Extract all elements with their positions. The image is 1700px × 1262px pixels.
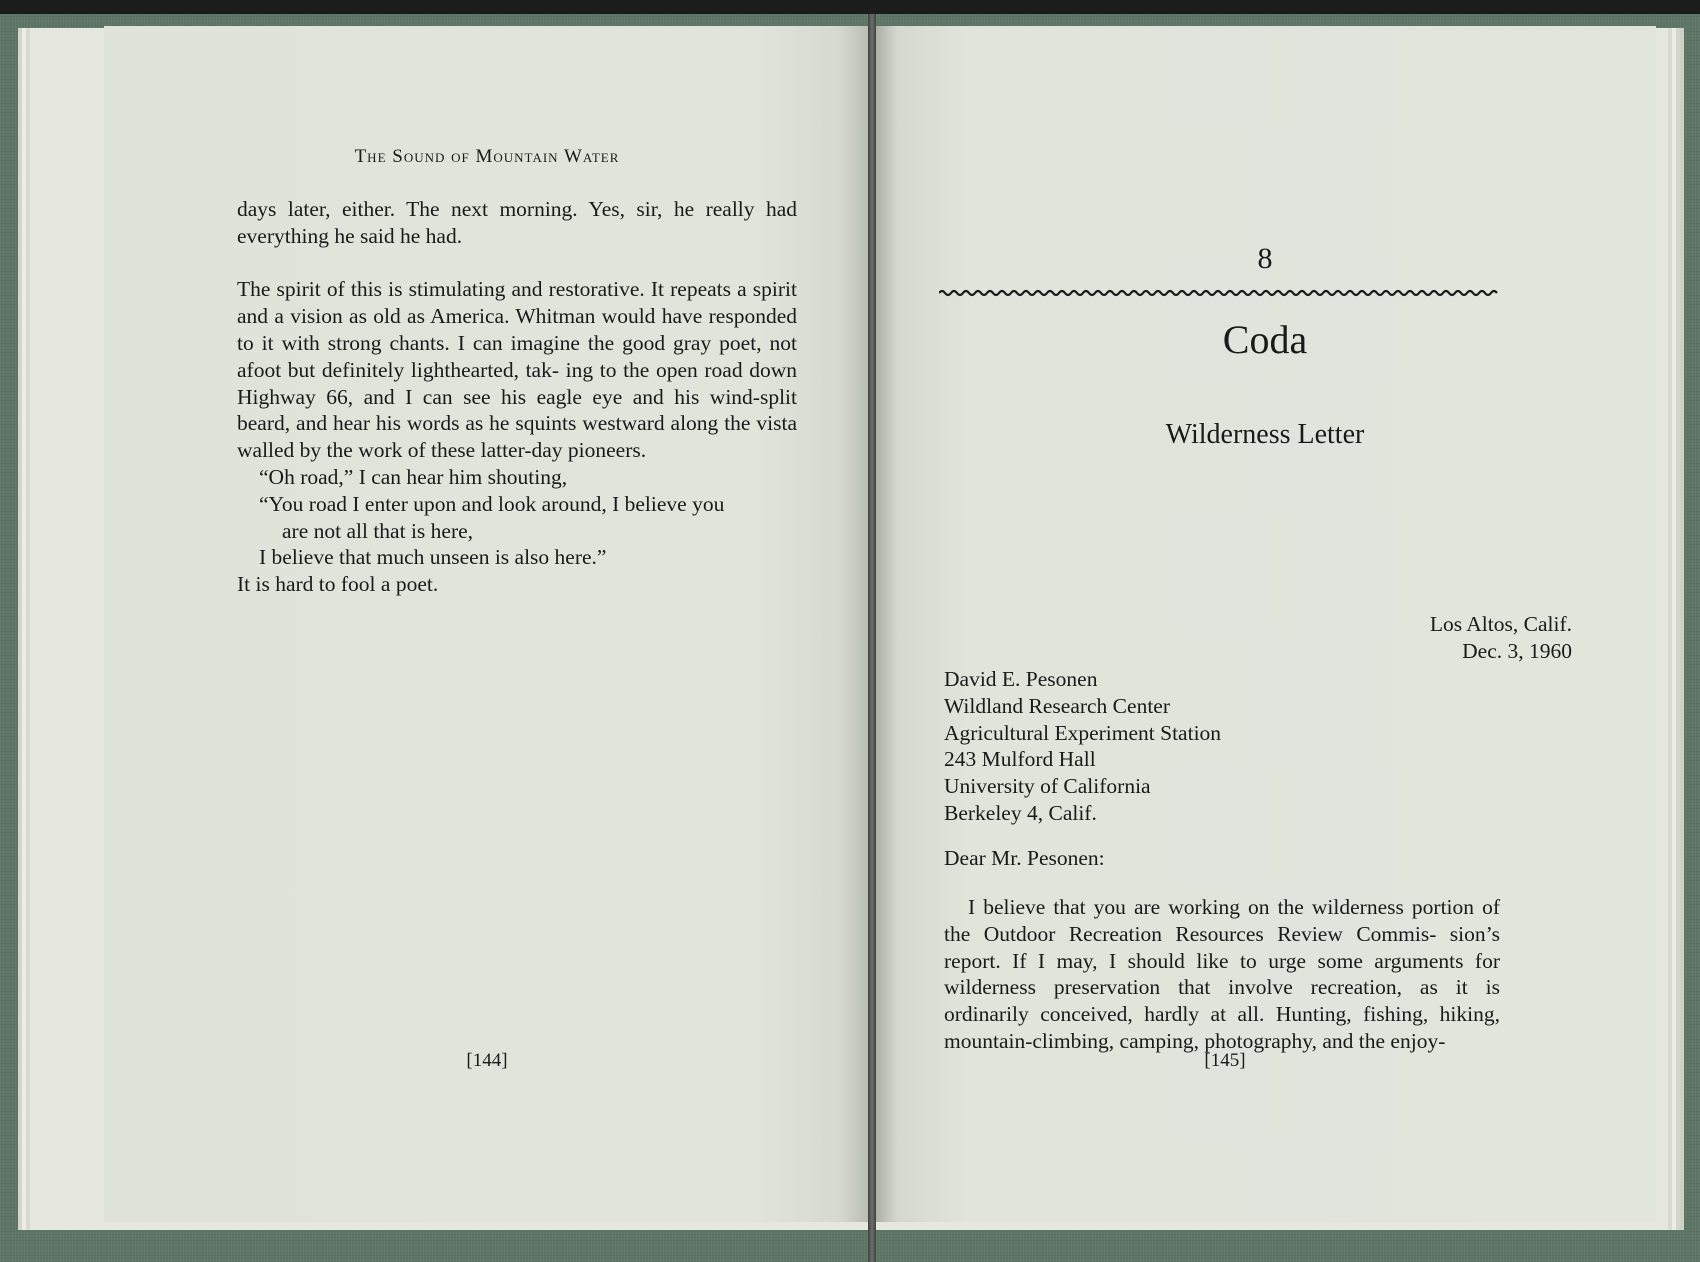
quote-line: are not all that is here, <box>282 518 474 543</box>
address-line: 243 Mulford Hall <box>944 747 1096 772</box>
paragraph: The spirit of this is stimulating and restorative. It repeats a spirit and a vision as old as America. Whitman would have responded to it with strong chants. I can imagine the good gray poet, not afoot but definitely lighthearted, tak- ing to the open road down Highway 66, and I can see his eagle eye and his wind-split beard, and hear his words as he squints westward along the vista walled by the work of these latter-day pioneers. <box>237 277 797 463</box>
chapter-number: 8 <box>1257 242 1273 275</box>
address-line: Wildland Research Center <box>944 693 1170 718</box>
address-line: Agricultural Experiment Station <box>944 720 1222 745</box>
book-spine-top <box>0 0 1700 14</box>
right-page <box>874 26 1656 1222</box>
page-number: [145] <box>1204 1050 1246 1071</box>
quote-line: “You road I enter upon and look around, I believe you <box>259 491 725 516</box>
address-line: David E. Pesonen <box>944 667 1098 691</box>
section-title: Wilderness Letter <box>1165 419 1365 450</box>
dateline-date: Dec. 3, 1960 <box>1462 639 1572 663</box>
letter-body <box>944 894 1500 1055</box>
page-number: [144] <box>466 1050 508 1071</box>
ornamental-rule <box>939 288 1499 298</box>
dateline-place: Los Altos, Calif. <box>1429 612 1572 636</box>
book-gutter <box>868 14 876 1262</box>
chapter-title: Coda <box>1222 317 1308 362</box>
left-page <box>104 26 870 1222</box>
closing-line: It is hard to fool a poet. <box>237 572 439 597</box>
address-line: University of California <box>944 774 1151 799</box>
paragraph: days later, either. The next morning. Yes, sir, he really had everything he said he had. <box>237 197 797 248</box>
quote-line: I believe that much unseen is also here.” <box>259 545 607 570</box>
paragraph: I believe that you are working on the wilderness portion of the Outdoor Recreation Resources Review Commis- sion’s report. If I may, I should like to urge some arguments for wilderness preservation that involve recreation, as it is ordinarily conceived, hardly at all. Hunting, fishing, hiking, mountain-climbing, camping, photography, and the enjoy- <box>944 895 1500 1053</box>
left-page-text <box>237 196 797 598</box>
address-line: Berkeley 4, Calif. <box>944 800 1097 825</box>
running-head: The Sound of Mountain Water <box>354 146 620 167</box>
dateline <box>1430 611 1572 665</box>
quote-intro: “Oh road,” I can hear him shouting, <box>259 464 568 489</box>
recipient-address <box>944 666 1221 827</box>
salutation: Dear Mr. Pesonen: <box>944 846 1105 870</box>
